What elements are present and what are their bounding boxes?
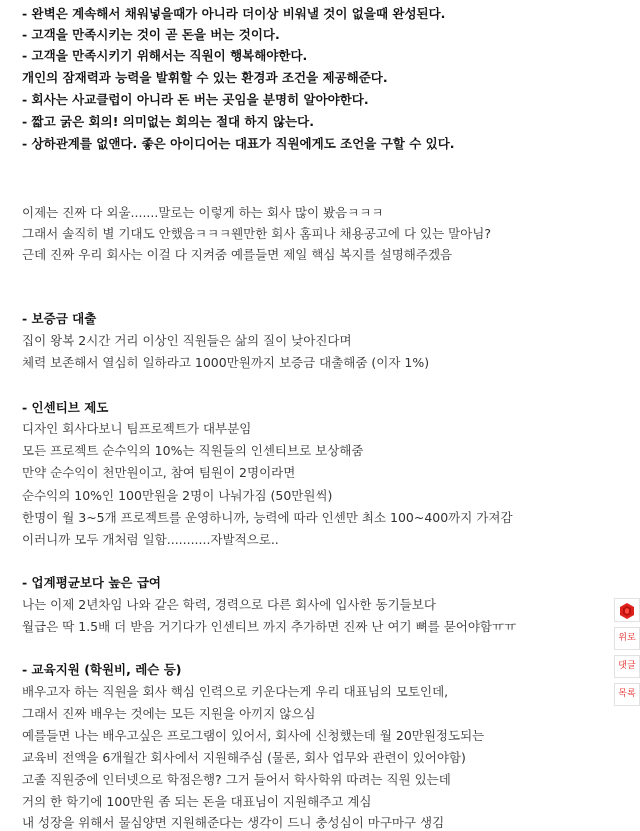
- text-line: 이러니까 모두 개처럼 일함...........자발적으로..: [22, 532, 279, 547]
- text-line: 고졸 직원중에 인터넷으로 학점은행? 그거 들어서 학사학위 따려는 직원 있는데: [22, 772, 451, 787]
- scroll-top-button[interactable]: 위로: [614, 627, 640, 650]
- text-line: 모든 프로젝트 순수익의 10%는 직원들의 인센티브로 보상해줌: [22, 443, 364, 458]
- text-line: 근데 진짜 우리 회사는 이걸 다 지켜줌 예를들면 제일 핵심 복지를 설명해주겠음: [22, 247, 453, 262]
- section-heading: - 인센티브 제도: [22, 400, 109, 415]
- hexagon-logo-icon: [620, 603, 634, 619]
- site-logo-button[interactable]: [614, 598, 640, 622]
- text-line: - 고객을 만족시키는 것이 곧 돈을 버는 것이다.: [22, 27, 280, 42]
- text-line: 그래서 솔직히 별 기대도 안했음ㅋㅋㅋ웬만한 회사 홈피나 채용공고에 다 있는 말아님?: [22, 226, 491, 241]
- text-line: 거의 한 학기에 100만원 좀 되는 돈을 대표님이 지원해주고 계심: [22, 794, 372, 809]
- text-line: 나는 이제 2년차임 나와 같은 학력, 경력으로 다른 회사에 입사한 동기들보다: [22, 597, 436, 612]
- text-line: - 짧고 굵은 회의! 의미없는 회의는 절대 하지 않는다.: [22, 114, 314, 129]
- text-line: 체력 보존해서 열심히 일하라고 1000만원까지 보증금 대출해줌 (이자 1%): [22, 355, 430, 370]
- text-line: 개인의 잠재력과 능력을 발휘할 수 있는 환경과 조건을 제공해준다.: [22, 70, 388, 85]
- text-line: 내 성장을 위해서 물심양면 지원해준다는 생각이 드니 충성심이 마구마구 생김: [22, 815, 445, 830]
- list-button[interactable]: 목록: [614, 683, 640, 706]
- comments-button[interactable]: 댓글: [614, 655, 640, 678]
- text-line: 월급은 딱 1.5배 더 받음 거기다가 인센티브 까지 추가하면 진짜 난 여기 뼈를 묻어야함ㅠㅠ: [22, 619, 517, 634]
- text-line: 디자인 회사다보니 팀프로젝트가 대부분임: [22, 421, 252, 436]
- section-heading: - 보증금 대출: [22, 311, 97, 326]
- text-line: - 고객을 만족시키기 위해서는 직원이 행복해야한다.: [22, 48, 308, 63]
- text-line: 만약 순수익이 천만원이고, 참여 팀원이 2명이라면: [22, 465, 296, 480]
- text-line: 순수익의 10%인 100만원을 2명이 나눠가짐 (50만원씩): [22, 488, 333, 503]
- section-heading: - 교육지원 (학원비, 레슨 등): [22, 662, 182, 677]
- text-line: 교육비 전액을 6개월간 회사에서 지원해주심 (물론, 회사 업무와 관련이 있어야함): [22, 750, 466, 765]
- text-line: - 완벽은 계속해서 채워넣을때가 아니라 더이상 비워낼 것이 없을때 완성된다.: [22, 6, 446, 21]
- text-line: 한명이 월 3~5개 프로젝트를 운영하니까, 능력에 따라 인센만 최소 100~400까지 가져감: [22, 510, 513, 525]
- text-line: 집이 왕복 2시간 거리 이상인 직원들은 삶의 질이 낮아진다며: [22, 333, 352, 348]
- text-line: - 상하관계를 없앤다. 좋은 아이디어는 대표가 직원에게도 조언을 구할 수 있다.: [22, 136, 455, 151]
- text-line: 배우고자 하는 직원을 회사 핵심 인력으로 키운다는게 우리 대표님의 모토인데,: [22, 684, 449, 699]
- text-line: 예를들면 나는 배우고싶은 프로그램이 있어서, 회사에 신청했는데 월 20만원정도되는: [22, 728, 485, 743]
- text-line: - 회사는 사교클럽이 아니라 돈 버는 곳임을 분명히 알아야한다.: [22, 92, 369, 107]
- section-heading: - 업계평균보다 높은 급여: [22, 575, 161, 590]
- text-line: 이제는 진짜 다 외울.......말로는 이렇게 하는 회사 많이 봤음ㅋㅋㅋ: [22, 205, 384, 220]
- text-line: 그래서 진짜 배우는 것에는 모든 지원을 아끼지 않으심: [22, 706, 316, 721]
